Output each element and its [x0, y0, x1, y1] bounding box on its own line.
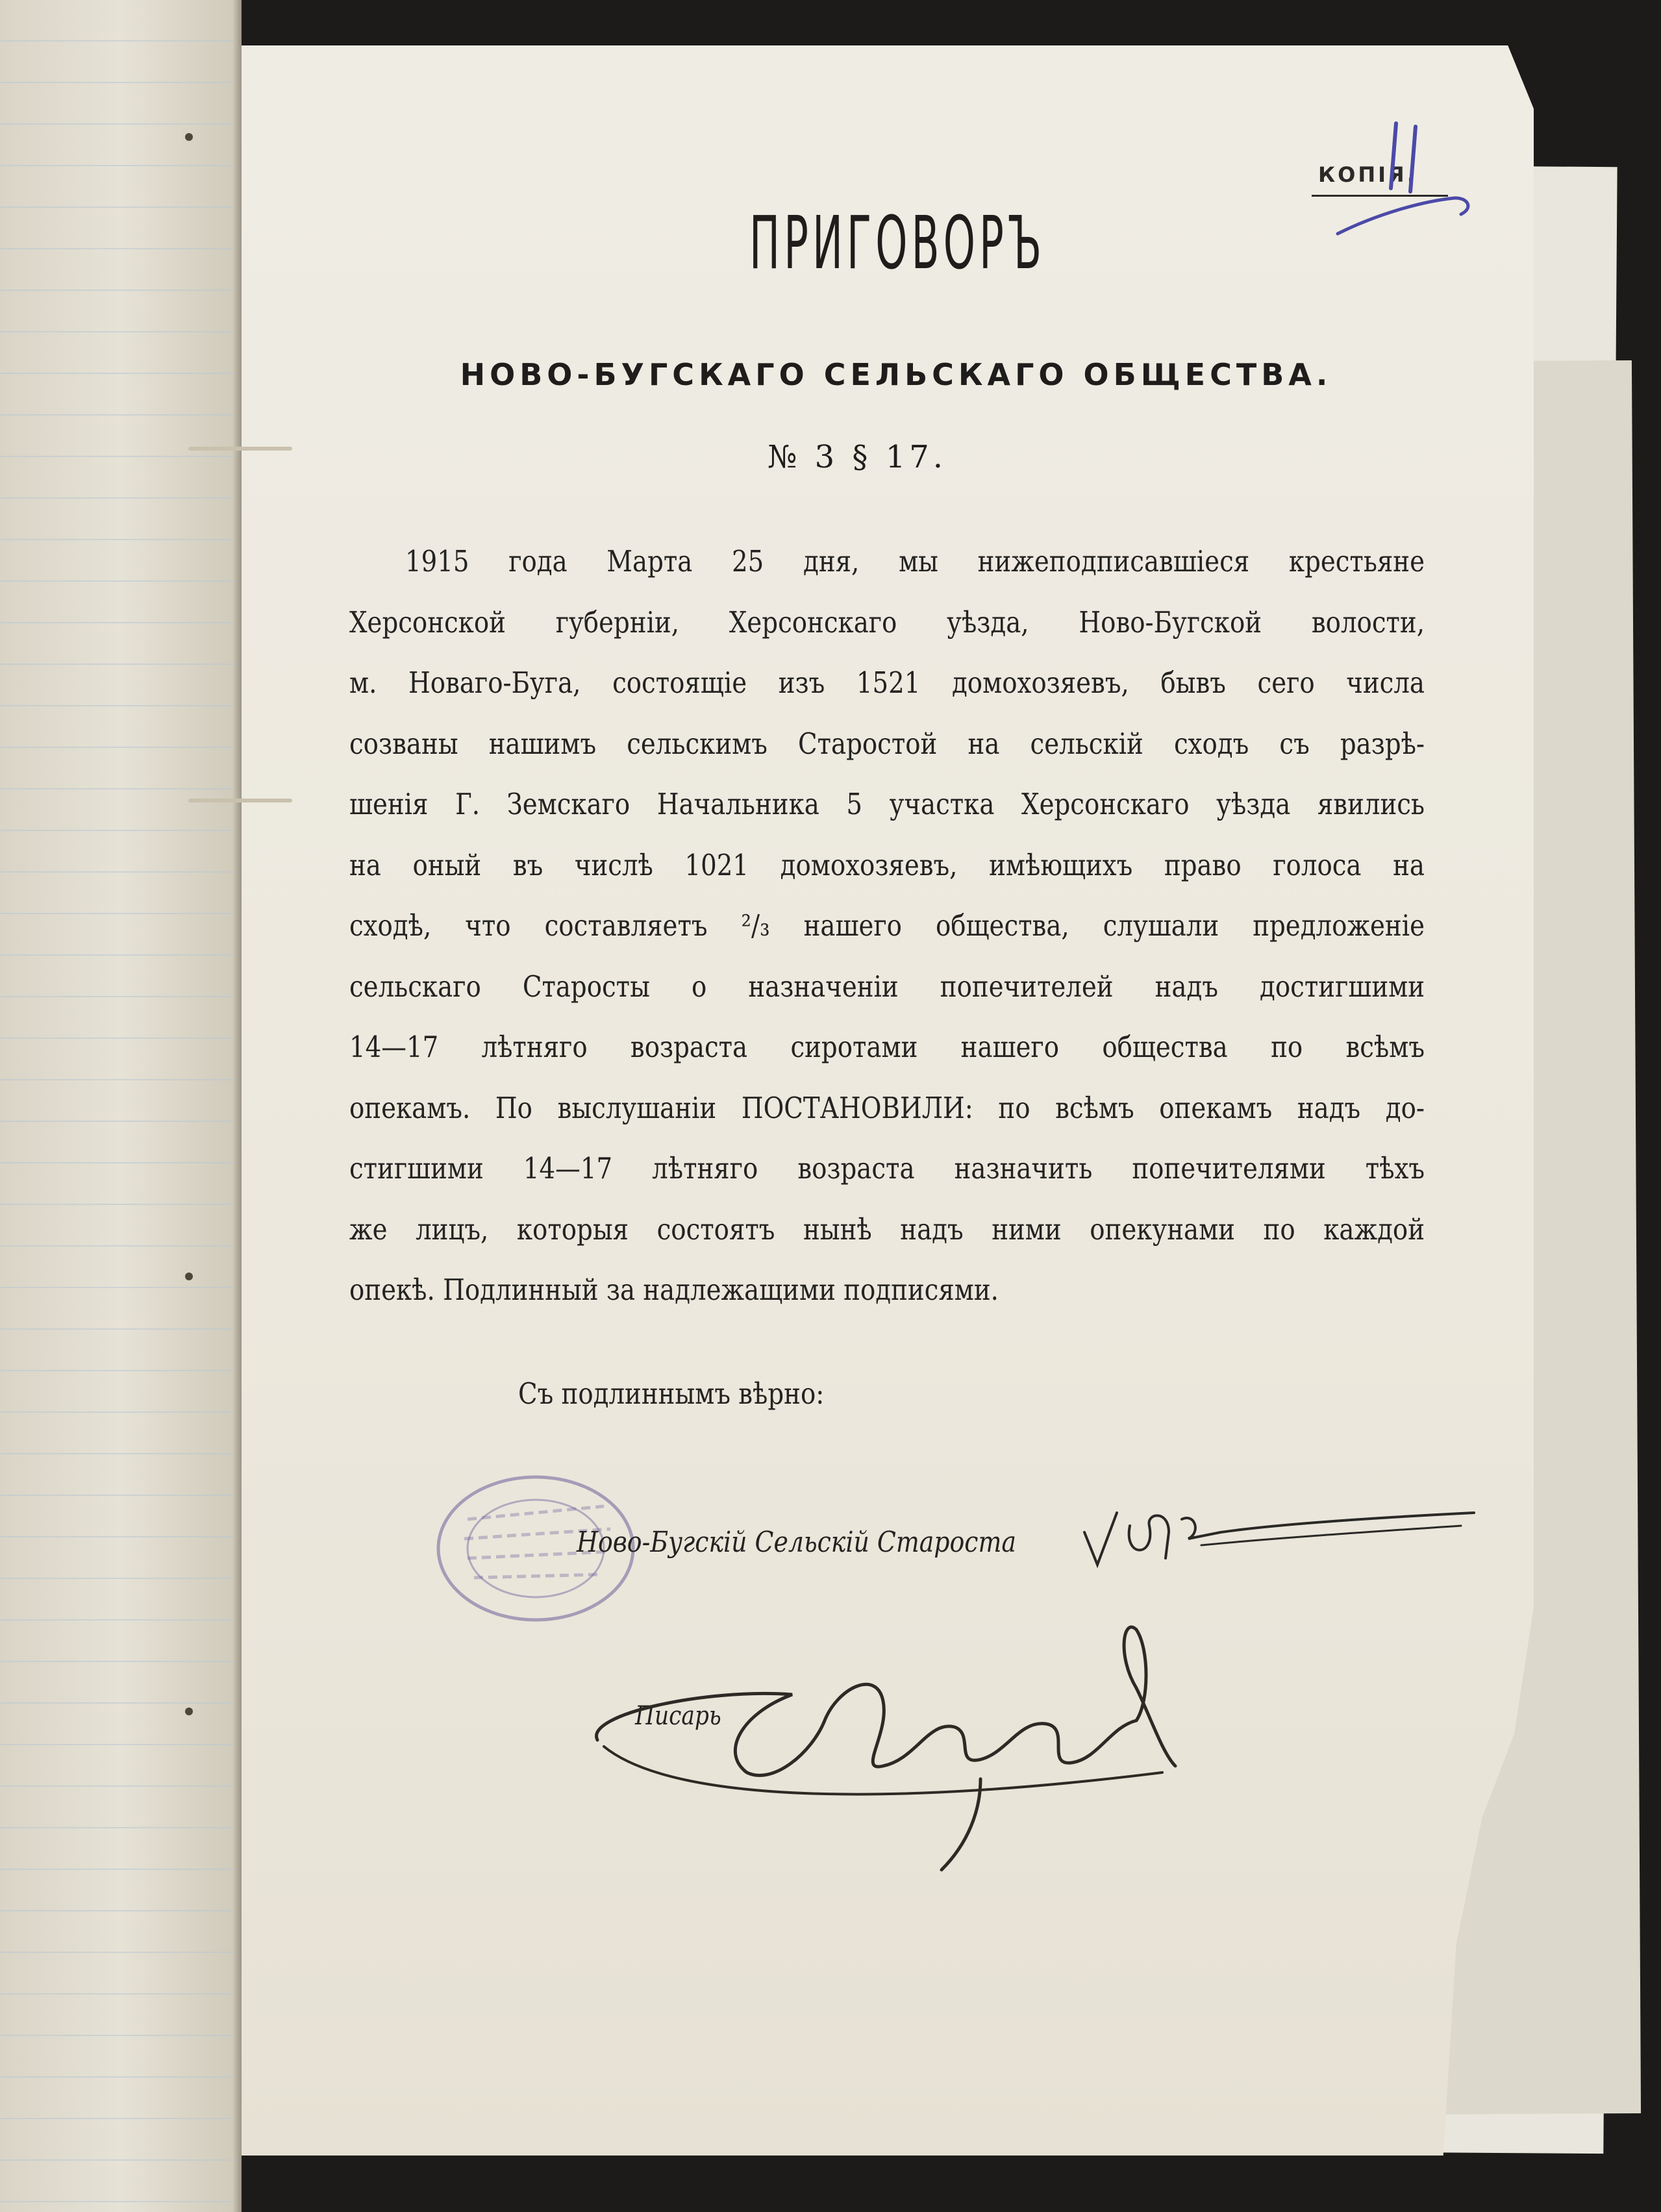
- body-line: созваны нашимъ сельскимъ Старостой на сельскiй сходъ съ разрѣ-: [349, 726, 1425, 761]
- ruled-lines: [0, 0, 234, 2212]
- page-tear: [1429, 2156, 1558, 2212]
- copy-mark: КОПІЯ.: [1318, 162, 1417, 187]
- body-line: же лицъ, которыя состоятъ нынѣ надъ ними опекунами по каждой: [349, 1212, 1425, 1247]
- binding-hole: [185, 1273, 193, 1280]
- document-title: ПРИГОВОРЪ: [749, 201, 1046, 286]
- body-line: на оный въ числѣ 1021 домохозяевъ, имѣющихъ право голоса на: [349, 847, 1425, 882]
- body-line: 1915 года Марта 25 дня, мы нижеподписавшiеся крестьяне: [405, 544, 1425, 578]
- body-line: опекѣ. Подлинный за надлежащими подписями.: [349, 1273, 999, 1307]
- binding-stitch: [188, 799, 292, 802]
- binder-left-page: [0, 0, 242, 2212]
- document-subtitle: НОВО-БУГСКАГО СЕЛЬСКАГО ОБЩЕСТВА.: [460, 357, 1332, 392]
- starosta-signature-label: Ново-Бугскiй Сельскiй Староста: [577, 1526, 1016, 1559]
- blue-pencil-mark: [1318, 117, 1480, 260]
- body-line: сходѣ, что составляетъ ²/₃ нашего общества, слушали предложенiе: [349, 908, 1425, 943]
- body-line: м. Новаго-Буга, состоящiе изъ 1521 домохозяевъ, бывъ сего числа: [349, 665, 1425, 700]
- certification-line: Съ подлиннымъ вѣрно:: [518, 1376, 825, 1411]
- document-number: № 3 § 17.: [767, 439, 947, 475]
- clerk-signature-label: Писарь: [635, 1701, 721, 1731]
- binding-hole: [185, 1708, 193, 1715]
- body-line: Херсонской губернiи, Херсонскаго уѣзда, Ново-Бугской волости,: [349, 604, 1425, 640]
- body-line: 14—17 лѣтняго возраста сиротами нашего общества по всѣмъ: [349, 1030, 1425, 1064]
- binding-stitch: [188, 447, 292, 451]
- body-line: стигшими 14—17 лѣтняго возраста назначить попечителями тѣхъ: [349, 1151, 1425, 1186]
- clerk-signature: [578, 1610, 1279, 1883]
- starosta-signature: [1071, 1487, 1487, 1584]
- body-line: сельскаго Старосты о назначенiи попечителей надъ достигшими: [349, 969, 1425, 1004]
- body-line: шенiя Г. Земскаго Начальника 5 участка Херсонскаго уѣзда явились: [349, 787, 1425, 821]
- document-body: [349, 531, 1427, 1321]
- body-line: опекамъ. По выслушанiи ПОСТАНОВИЛИ: по всѣмъ опекамъ надъ до-: [349, 1090, 1425, 1125]
- binding-hole: [185, 133, 193, 141]
